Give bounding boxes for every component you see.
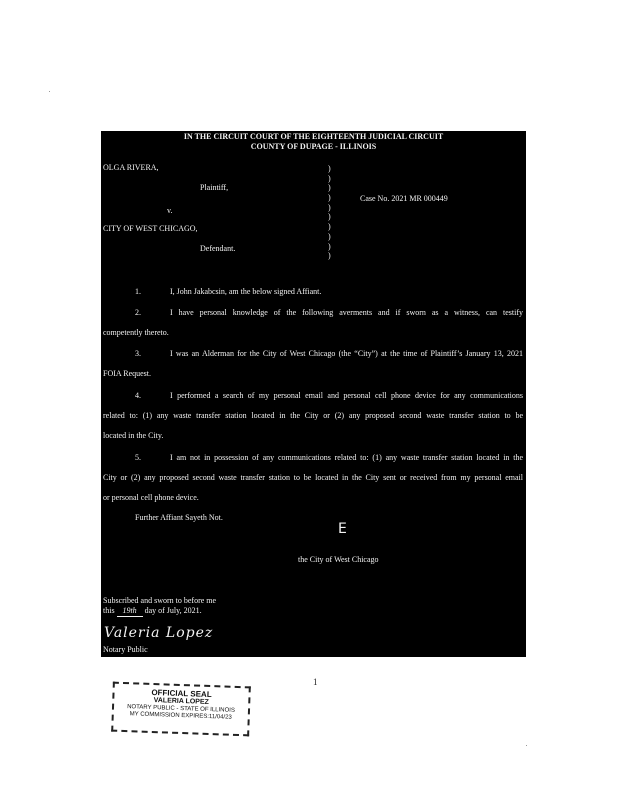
closing-statement: Further Affiant Sayeth Not. [135,513,223,522]
scan-speck [49,91,50,92]
paragraph-1-number: 1. [135,287,141,296]
jurat-this: this [103,606,115,615]
paragraph-3-number: 3. [135,349,141,358]
paragraph-5-line: City or (2) any proposed second waste transfer station to be located in the City sent or received from my personal email [103,473,523,482]
plaintiff-role: Plaintiff, [200,183,229,192]
court-county: COUNTY OF DUPAGE - ILLINOIS [250,142,377,151]
scan-speck [526,745,527,746]
versus: v. [167,206,173,215]
paragraph-3-line: FOIA Request. [103,369,151,378]
jurat-line-2 [103,606,202,617]
paren: ) [328,212,331,222]
seal-title: OFFICIAL SEAL [151,687,212,700]
paragraph-5-line: I am not in possession of any communications related to: (1) any waste transfer station located in the [170,453,523,462]
plaintiff-name: OLGA RIVERA, [103,163,159,172]
paren: ) [328,251,331,261]
seal-expiry: MY COMMISSION EXPIRES:11/04/23 [129,711,232,721]
notary-seal-stamp [111,682,251,737]
defendant-name: CITY OF WEST CHICAGO, [103,224,198,233]
jurat-line-1: Subscribed and sworn to before me [103,596,217,605]
affiant-signature: E [338,521,347,537]
paragraph-2-line: I have personal knowledge of the following averments and if sworn as a witness, can testify [170,308,523,317]
seal-state: NOTARY PUBLIC - STATE OF ILLINOIS [127,704,235,714]
paren: ) [328,183,331,193]
paragraph-4-line: related to: (1) any waste transfer station located in the City or (2) any proposed second waste transfer station to be [103,411,523,420]
paragraph-4-number: 4. [135,391,141,400]
notary-label: Notary Public [103,645,148,654]
caption-parens [328,164,334,261]
paren: ) [328,202,331,212]
affidavit-page [101,131,526,657]
paragraph-4-line: located in the City. [103,431,164,440]
paren: ) [328,241,331,251]
court-name: IN THE CIRCUIT COURT OF THE EIGHTEENTH JUDICIAL CIRCUIT [183,132,444,141]
jurat-date: day of July, 2021. [144,606,202,615]
defendant-role: Defendant. [200,244,236,253]
seal-name: VALERIA LOPEZ [153,697,209,706]
paragraph-1-line: I, John Jakabcsin, am the below signed Affiant. [170,287,322,296]
paragraph-3-line: I was an Alderman for the City of West Chicago (the “City”) at the time of Plaintiff’s January 13, 2021 [170,349,523,358]
paragraph-5-line: or personal cell phone device. [103,493,199,502]
notary-signature: Valeria Lopez [104,625,214,641]
paragraph-5-number: 5. [135,453,141,462]
affiant-title: the City of West Chicago [298,555,379,564]
page-number: 1 [313,677,318,687]
paragraph-2-line: competently thereto. [103,328,169,337]
paragraph-2-number: 2. [135,308,141,317]
paren: ) [328,222,331,232]
paren: ) [328,164,331,173]
paren: ) [328,231,331,241]
paren: ) [328,193,331,203]
case-number: Case No. 2021 MR 000449 [360,194,448,203]
paragraph-4-line: I performed a search of my personal email and personal cell phone device for any communications [170,391,523,400]
jurat-day: 19th [117,606,143,617]
paren: ) [328,173,331,183]
